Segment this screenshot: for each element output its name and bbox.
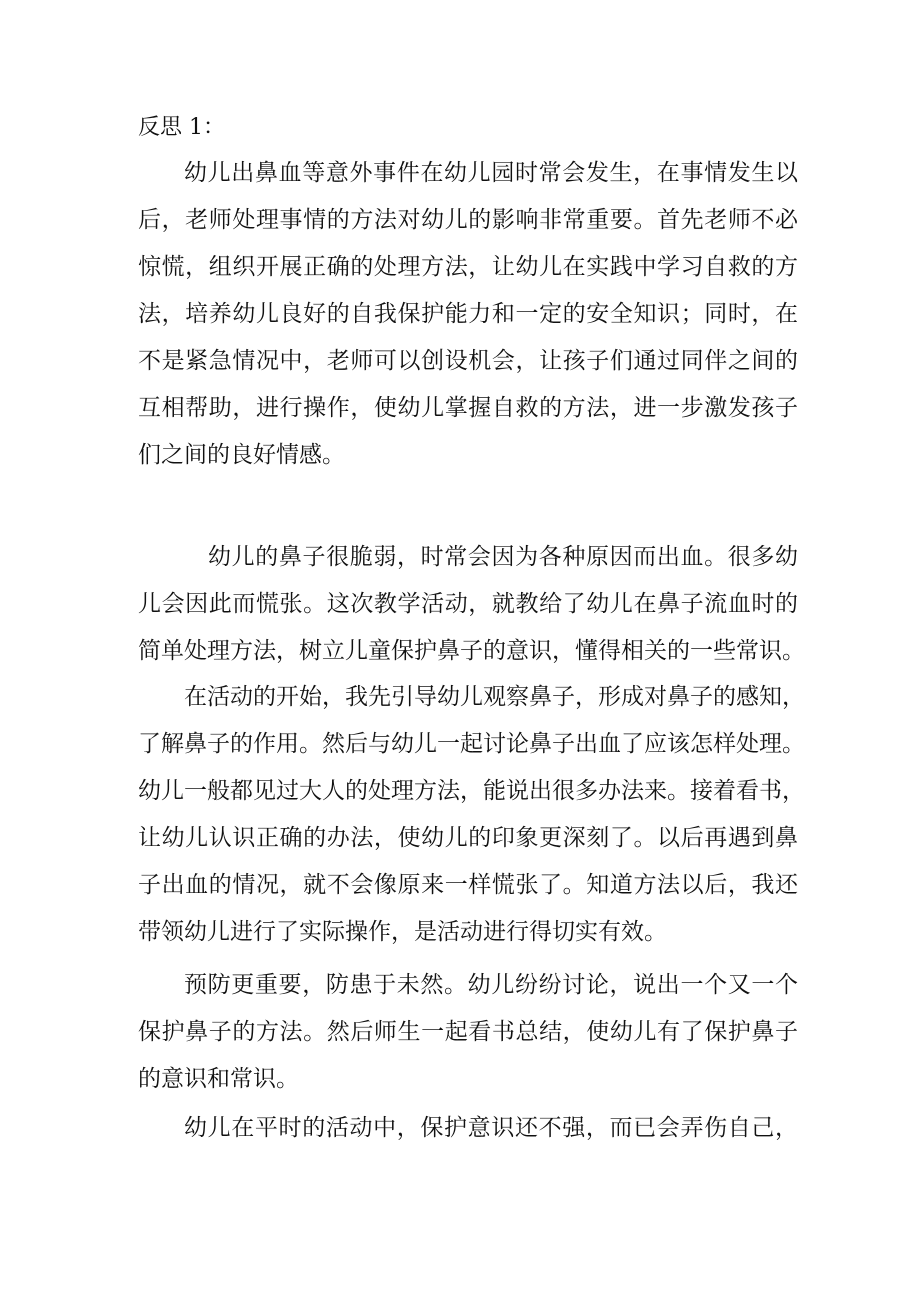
paragraph-line: 子出血的情况，就不会像原来一样慌张了。知道方法以后，我还 <box>138 872 798 898</box>
paragraph-line: 幼儿在平时的活动中，保护意识还不强，而已会弄伤自己， <box>184 1115 798 1141</box>
paragraph-line: 不是紧急情况中，老师可以创设机会，让孩子们通过同伴之间的 <box>138 348 798 374</box>
paragraph-line: 惊慌，组织开展正确的处理方法，让幼儿在实践中学习自救的方 <box>138 254 798 280</box>
paragraph-1 <box>138 150 798 479</box>
paragraph-line: 儿会因此而慌张。这次教学活动，就教给了幼儿在鼻子流血时的 <box>138 591 798 617</box>
paragraph-5 <box>138 1105 798 1152</box>
paragraph-line: 保护鼻子的方法。然后师生一起看书总结，使幼儿有了保护鼻子 <box>138 1019 798 1045</box>
paragraph-line: 们之间的良好情感。 <box>138 442 345 468</box>
paragraph-4 <box>138 962 798 1103</box>
reflection-heading: 反思 1： <box>138 115 225 140</box>
paragraph-line: 互相帮助，进行操作，使幼儿掌握自救的方法，进一步激发孩子 <box>138 395 798 421</box>
paragraph-2 <box>138 534 805 675</box>
paragraph-line: 预防更重要，防患于未然。幼儿纷纷讨论，说出一个又一个 <box>184 972 798 998</box>
paragraph-line: 法，培养幼儿良好的自我保护能力和一定的安全知识；同时，在 <box>138 301 798 327</box>
paragraph-line: 了解鼻子的作用。然后与幼儿一起讨论鼻子出血了应该怎样处理。 <box>138 731 805 757</box>
paragraph-line: 幼儿一般都见过大人的处理方法，能说出很多办法来。接着看书， <box>138 778 805 804</box>
paragraph-line: 带领幼儿进行了实际操作，是活动进行得切实有效。 <box>138 919 667 945</box>
paragraph-line: 简单处理方法，树立儿童保护鼻子的意识，懂得相关的一些常识。 <box>138 638 805 664</box>
paragraph-line: 在活动的开始，我先引导幼儿观察鼻子，形成对鼻子的感知， <box>184 684 805 710</box>
paragraph-line: 的意识和常识。 <box>138 1066 299 1092</box>
paragraph-line: 后，老师处理事情的方法对幼儿的影响非常重要。首先老师不必 <box>138 207 798 233</box>
paragraph-line: 幼儿出鼻血等意外事件在幼儿园时常会发生，在事情发生以 <box>184 160 798 186</box>
paragraph-line: 幼儿的鼻子很脆弱，时常会因为各种原因而出血。很多幼 <box>208 544 798 570</box>
paragraph-3 <box>138 674 805 956</box>
paragraph-line: 让幼儿认识正确的办法，使幼儿的印象更深刻了。以后再遇到鼻 <box>138 825 798 851</box>
